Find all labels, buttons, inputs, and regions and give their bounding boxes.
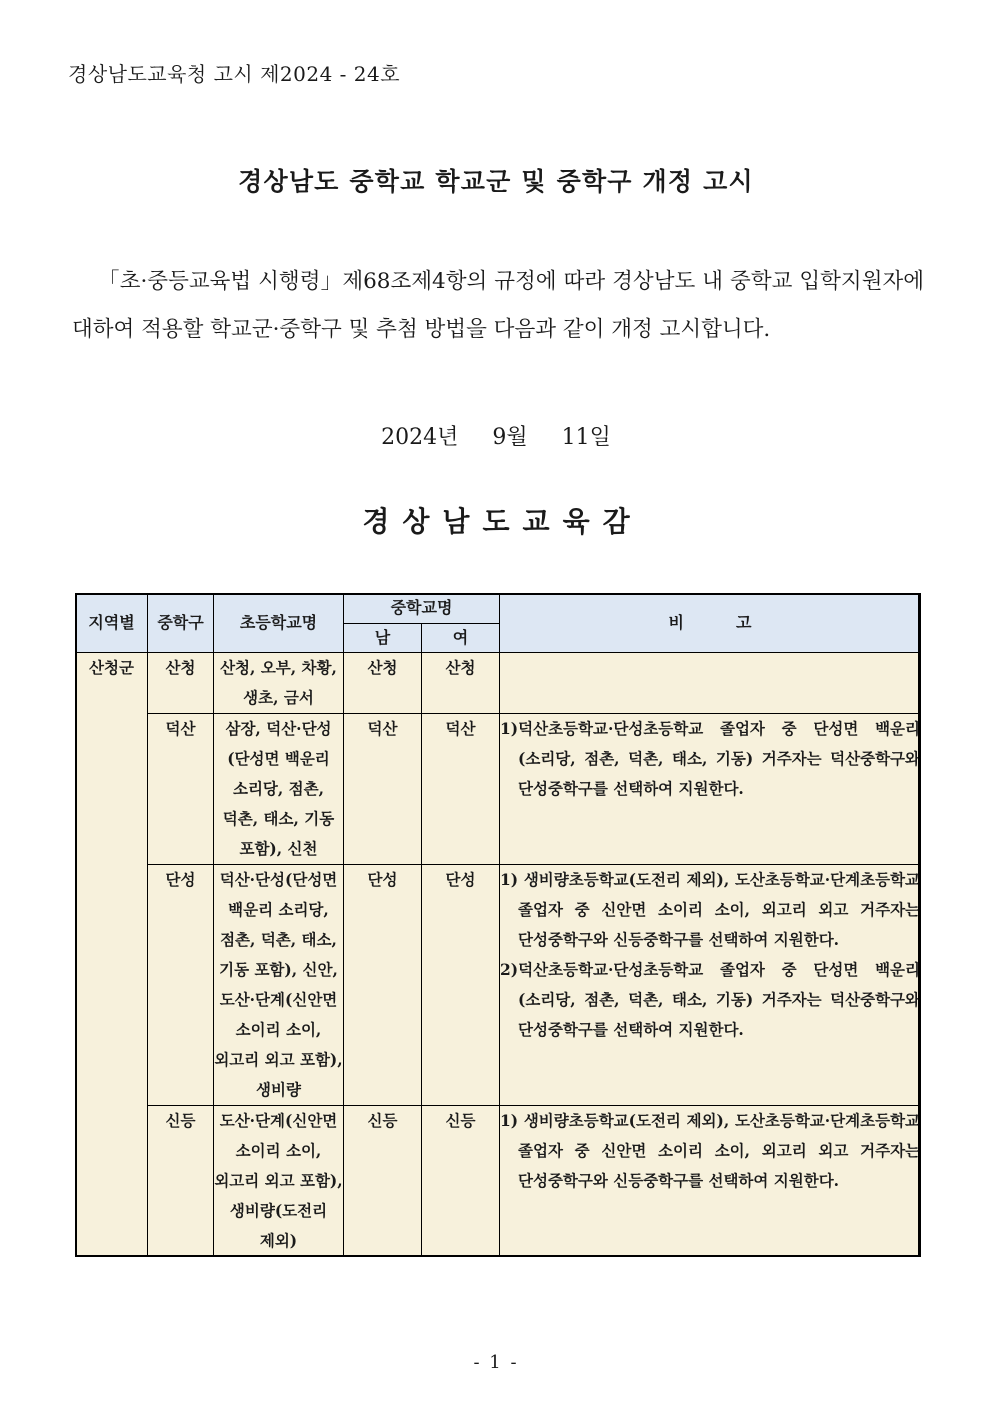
school-district-table-wrapper bbox=[75, 593, 920, 1257]
cell-female: 덕산 bbox=[422, 714, 500, 865]
cell-female: 단성 bbox=[422, 865, 500, 1106]
table-row bbox=[76, 1106, 921, 1257]
table-body bbox=[76, 653, 921, 1257]
column-header-male: 남 bbox=[344, 623, 422, 653]
issue-month: 9월 bbox=[492, 425, 528, 450]
cell-note bbox=[500, 714, 921, 865]
column-header-note-left: 비 bbox=[668, 613, 685, 632]
column-header-region: 지역별 bbox=[76, 594, 148, 653]
cell-female: 신등 bbox=[422, 1106, 500, 1257]
note-item: 1)덕산초등학교·단성초등학교 졸업자 중 단성면 백운리(소리당, 점촌, 덕촌, 태소, 기동) 거주자는 덕산중학구와 단성중학구를 선택하여 지원한다. bbox=[500, 719, 921, 798]
column-header-female: 여 bbox=[422, 623, 500, 653]
table-row bbox=[76, 714, 921, 865]
cell-elementary: 덕산·단성(단성면 백운리 소리당, 점촌, 덕촌, 태소, 기동 포함), 신안, 도산·단계(신안면 소이리 소이, 외고리 외고 포함), 생비량 bbox=[214, 865, 344, 1106]
school-district-table bbox=[75, 593, 921, 1257]
cell-male: 산청 bbox=[344, 653, 422, 714]
page-title: 경상남도 중학교 학교군 및 중학구 개정 고시 bbox=[238, 166, 754, 196]
cell-female: 산청 bbox=[422, 653, 500, 714]
cell-note bbox=[500, 1106, 921, 1257]
issue-date bbox=[0, 420, 992, 451]
note-item: 2)덕산초등학교·단성초등학교 졸업자 중 단성면 백운리(소리당, 점촌, 덕촌, 태소, 기동) 거주자는 덕산중학구와 단성중학구를 선택하여 지원한다. bbox=[500, 960, 921, 1039]
cell-elementary: 산청, 오부, 차황, 생초, 금서 bbox=[214, 653, 344, 714]
table-header bbox=[76, 594, 921, 653]
cell-district: 신등 bbox=[148, 1106, 214, 1257]
column-header-note-right: 고 bbox=[736, 613, 752, 632]
document-number: 경상남도교육청 고시 제2024 - 24호 bbox=[68, 62, 401, 86]
issue-day: 11일 bbox=[561, 425, 611, 450]
cell-male: 단성 bbox=[344, 865, 422, 1106]
cell-district: 덕산 bbox=[148, 714, 214, 865]
page-number: - 1 - bbox=[473, 1352, 519, 1373]
table-row bbox=[76, 653, 921, 714]
signature-authority: 경상남도교육감 bbox=[362, 505, 643, 538]
table-header-row-1 bbox=[76, 594, 921, 624]
cell-male: 신등 bbox=[344, 1106, 422, 1257]
cell-district: 단성 bbox=[148, 865, 214, 1106]
note-item: 1) 생비량초등학교(도전리 제외), 도산초등학교·단계초등학교 졸업자 중 신안면 소이리 소이, 외고리 외고 거주자는 단성중학구와 신등중학구를 선택하여 지원한다. bbox=[500, 1111, 921, 1190]
body-paragraph: 「초·중등교육법 시행령」제68조제4항의 규정에 따라 경상남도 내 중학교 입학지원자에 대하여 적용할 학교군·중학구 및 추첨 방법을 다음과 같이 개정 고시합니다. bbox=[72, 268, 924, 342]
column-header-elementary: 초등학교명 bbox=[214, 594, 344, 653]
cell-district: 산청 bbox=[148, 653, 214, 714]
column-header-note bbox=[500, 594, 921, 653]
note-item: 1) 생비량초등학교(도전리 제외), 도산초등학교·단계초등학교 졸업자 중 신안면 소이리 소이, 외고리 외고 거주자는 단성중학구와 신등중학구를 선택하여 지원한다. bbox=[500, 870, 921, 949]
column-header-district: 중학구 bbox=[148, 594, 214, 653]
cell-male: 덕산 bbox=[344, 714, 422, 865]
cell-note bbox=[500, 865, 921, 1106]
column-header-middle-school: 중학교명 bbox=[344, 594, 500, 624]
issue-year: 2024년 bbox=[381, 425, 459, 450]
table-row bbox=[76, 865, 921, 1106]
cell-elementary: 도산·단계(신안면 소이리 소이, 외고리 외고 포함), 생비량(도전리 제외) bbox=[214, 1106, 344, 1257]
cell-region: 산청군 bbox=[76, 653, 148, 1257]
cell-note bbox=[500, 653, 921, 714]
cell-elementary: 삼장, 덕산·단성(단성면 백운리 소리당, 점촌, 덕촌, 태소, 기동 포함), 신천 bbox=[214, 714, 344, 865]
